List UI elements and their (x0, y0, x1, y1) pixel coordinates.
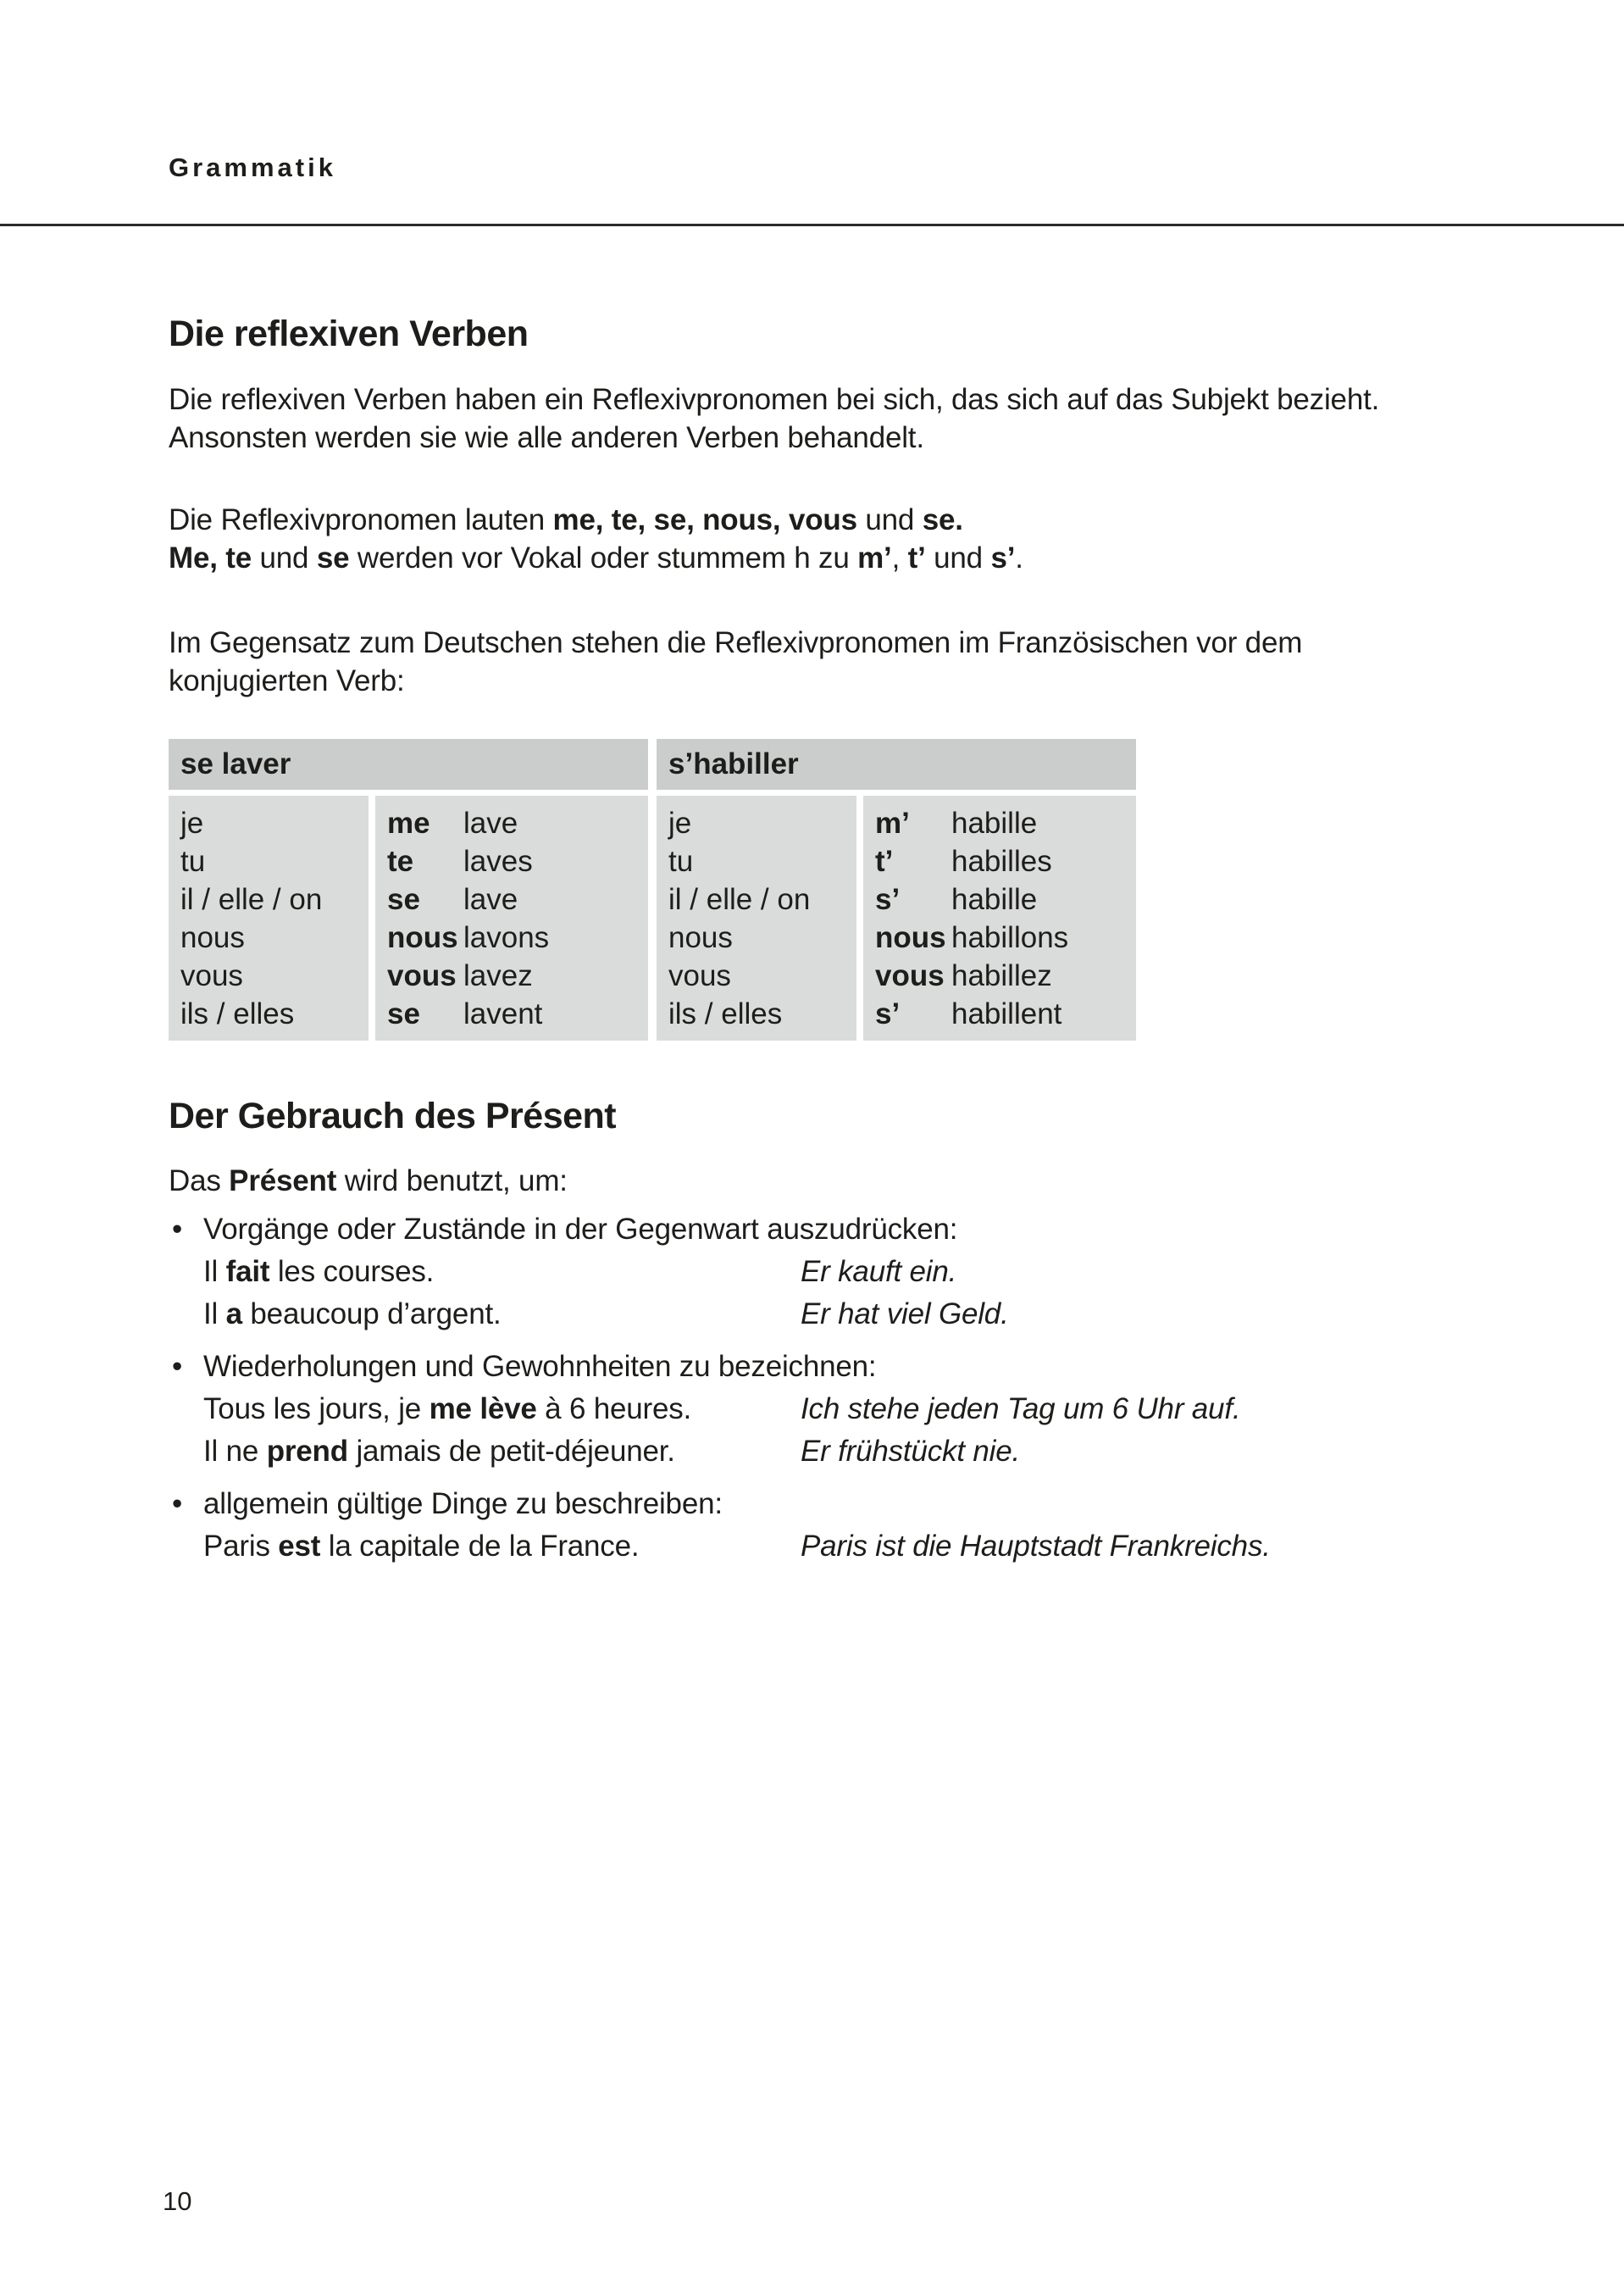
subject-pronoun: nous (668, 921, 733, 954)
conjugated-form (387, 804, 648, 842)
form-column (863, 796, 1136, 1041)
bullet-marker: • (172, 1350, 183, 1383)
subject-pronoun: il / elle / on (180, 883, 323, 916)
conjugation-table-s-habiller (657, 739, 1136, 1041)
verb-form: habilles (951, 845, 1052, 878)
conjugated-form (387, 995, 648, 1033)
subject-pronoun: je (180, 807, 204, 840)
verb-form: habillent (951, 997, 1062, 1030)
form-column (375, 796, 648, 1041)
subject-pronoun: tu (180, 845, 206, 878)
example-row (203, 1430, 1465, 1473)
subject-pronoun: vous (180, 959, 243, 992)
reflexive-pronoun: se (387, 997, 420, 1030)
conjugation-table-se-laver (169, 739, 648, 1041)
reflexive-pronoun: s’ (875, 883, 901, 916)
subject-column (169, 796, 369, 1041)
french-example: Tous les jours, je me lève à 6 heures. (203, 1392, 692, 1425)
example-row (203, 1525, 1465, 1568)
paragraph-reflexive-intro (169, 380, 1465, 457)
subject-pronoun: ils / elles (180, 997, 295, 1030)
german-translation: Er hat viel Geld. (801, 1297, 1009, 1330)
conjugation-tables (169, 739, 1136, 1041)
example-row (203, 1293, 1465, 1336)
table-header-verb: se laver (169, 739, 648, 790)
header-rule (0, 224, 1624, 226)
subject-column (657, 796, 856, 1041)
table-body (657, 796, 1136, 1041)
reflexive-pronoun: t’ (875, 845, 894, 878)
conjugated-form (875, 804, 1136, 842)
german-translation: Er kauft ein. (801, 1255, 957, 1288)
reflexive-pronoun: nous (387, 921, 458, 954)
paragraph-line: Me, te und se werden vor Vokal oder stummem h zu m’, t’ und s’. (169, 541, 1023, 575)
verb-form: habillez (951, 959, 1052, 992)
table-body (169, 796, 648, 1041)
verb-form: habillons (951, 921, 1069, 954)
subject-pronoun: je (668, 807, 692, 840)
page-number: 10 (163, 2186, 192, 2216)
conjugated-form (875, 919, 1136, 957)
subject-pronoun: il / elle / on (668, 883, 811, 916)
paragraph-reflexive-pronouns (169, 501, 1465, 577)
bullet-marker: • (172, 1487, 183, 1520)
bullet-item-allgemein (169, 1483, 1465, 1568)
conjugated-form (875, 957, 1136, 995)
reflexive-pronoun: nous (875, 921, 946, 954)
verb-form: lave (463, 807, 518, 840)
table-header-verb: s’habiller (657, 739, 1136, 790)
paragraph-present-intro (169, 1162, 1465, 1200)
german-translation: Ich stehe jeden Tag um 6 Uhr auf. (801, 1392, 1241, 1425)
example-row (203, 1388, 1465, 1430)
paragraph-line: Die Reflexivpronomen lauten me, te, se, nous, vous und se. (169, 503, 963, 536)
paragraph-word-order (169, 624, 1465, 700)
reflexive-pronoun: vous (875, 959, 945, 992)
paragraph-line: Die reflexiven Verben haben ein Reflexivpronomen bei sich, das sich auf das Subjekt bezieht. (169, 383, 1380, 416)
paragraph-line: konjugierten Verb: (169, 664, 405, 697)
conjugated-form (875, 842, 1136, 880)
conjugated-form (875, 995, 1136, 1033)
conjugated-form (387, 880, 648, 919)
conjugated-form (875, 880, 1136, 919)
reflexive-pronoun: me (387, 807, 430, 840)
verb-form: habille (951, 807, 1038, 840)
bullet-item-gewohnheiten (169, 1346, 1465, 1473)
french-example: Il fait les courses. (203, 1255, 435, 1288)
bullet-marker: • (172, 1213, 183, 1246)
bullet-label: Wiederholungen und Gewohnheiten zu bezeichnen: (203, 1350, 877, 1383)
reflexive-pronoun: s’ (875, 997, 901, 1030)
french-example: Il a beaucoup d’argent. (203, 1297, 502, 1330)
reflexive-pronoun: vous (387, 959, 457, 992)
subject-pronoun: vous (668, 959, 731, 992)
bullet-item-gegenwart (169, 1208, 1465, 1336)
usage-bullet-list (169, 1208, 1465, 1578)
conjugated-form (387, 842, 648, 880)
paragraph-line: Ansonsten werden sie wie alle anderen Verben behandelt. (169, 421, 924, 454)
section-title-reflexive-verbs: Die reflexiven Verben (169, 314, 529, 354)
german-translation: Paris ist die Hauptstadt Frankreichs. (801, 1530, 1271, 1563)
conjugated-form (387, 957, 648, 995)
subject-pronoun: nous (180, 921, 245, 954)
verb-form: lavent (463, 997, 543, 1030)
reflexive-pronoun: te (387, 845, 414, 878)
paragraph-line: Im Gegensatz zum Deutschen stehen die Reflexivpronomen im Französischen vor dem (169, 626, 1303, 659)
section-title-present-usage: Der Gebrauch des Présent (169, 1096, 617, 1136)
verb-form: laves (463, 845, 533, 878)
subject-pronoun: tu (668, 845, 694, 878)
verb-form: lavons (463, 921, 550, 954)
reflexive-pronoun: m’ (875, 807, 910, 840)
verb-form: habille (951, 883, 1038, 916)
bullet-label: Vorgänge oder Zustände in der Gegenwart auszudrücken: (203, 1213, 958, 1246)
french-example: Paris est la capitale de la France. (203, 1530, 640, 1563)
subject-pronoun: ils / elles (668, 997, 783, 1030)
verb-form: lave (463, 883, 518, 916)
example-row (203, 1251, 1465, 1293)
bullet-label: allgemein gültige Dinge zu beschreiben: (203, 1487, 723, 1520)
running-head: Grammatik (169, 153, 336, 182)
paragraph-line: Das Présent wird benutzt, um: (169, 1164, 568, 1197)
verb-form: lavez (463, 959, 533, 992)
french-example: Il ne prend jamais de petit-déjeuner. (203, 1435, 675, 1468)
reflexive-pronoun: se (387, 883, 420, 916)
german-translation: Er frühstückt nie. (801, 1435, 1021, 1468)
conjugated-form (387, 919, 648, 957)
